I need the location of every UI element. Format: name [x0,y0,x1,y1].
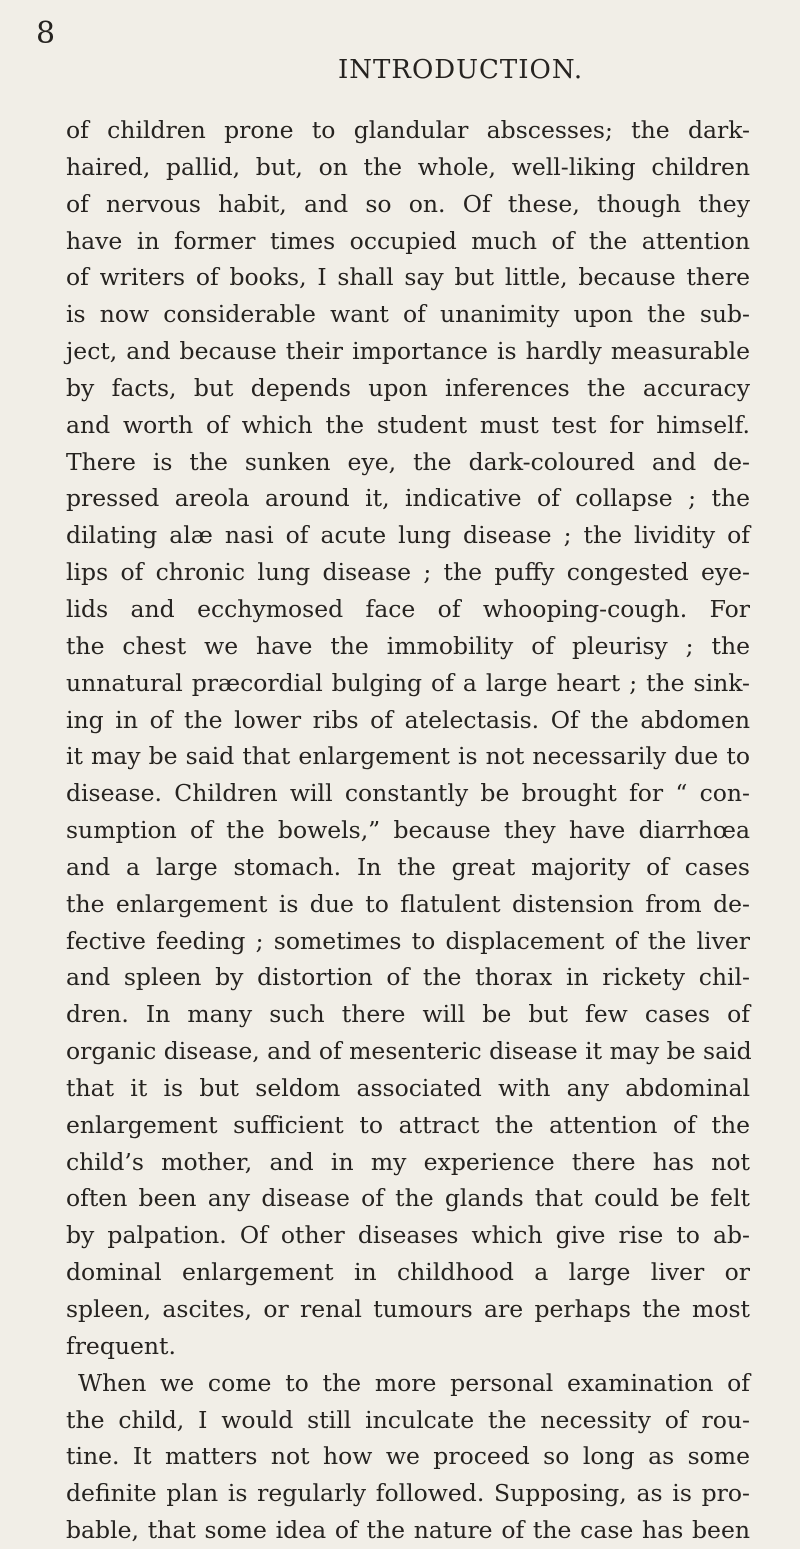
body-line: When we come to the more personal examination of [78,1368,750,1397]
body-line: There is the sunken eye, the dark-coloured and de- [66,447,750,476]
body-line: of children prone to glandular abscesses; the dark- [66,116,750,144]
body-line: dilating alæ nasi of acute lung disease ; the lividity of [66,521,750,550]
body-line: frequent. [66,1331,176,1360]
body-line: it may be said that enlargement is not necessarily due to [66,742,750,771]
body-line: spleen, ascites, or renal tumours are perhaps the most [66,1295,750,1323]
body-line: ject, and because their importance is hardly measurable [66,337,750,366]
body-line: and spleen by distortion of the thorax in rickety chil- [66,963,750,992]
body-line: enlargement sufficient to attract the attention of the [66,1110,750,1139]
body-line: have in former times occupied much of the attention [66,226,750,255]
body-line: the enlargement is due to flatulent distension from de- [66,889,750,918]
body-line: ing in of the lower ribs of atelectasis. Of the abdomen [66,705,750,734]
body-line: child’s mother, and in my experience there has not [66,1147,750,1176]
body-line: tine. It matters not how we proceed so long as some [66,1442,750,1471]
body-line: lids and ecchymosed face of whooping-cough. For [66,594,750,623]
body-line: the child, I would still inculcate the necessity of rou- [66,1405,750,1434]
body-line: of writers of books, I shall say but little, because there [66,263,750,292]
body-line: by facts, but depends upon inferences the accuracy [66,373,750,402]
body-line: definite plan is regularly followed. Supposing, as is pro- [66,1479,750,1508]
body-line: by palpation. Of other diseases which give rise to ab- [66,1221,750,1250]
body-line: that it is but seldom associated with any abdominal [66,1073,750,1102]
running-head: INTRODUCTION. [338,55,584,85]
body-line: the chest we have the immobility of pleurisy ; the [66,631,750,660]
body-line: and worth of which the student must test for himself. [66,410,750,439]
body-line: and a large stomach. In the great majority of cases [66,852,750,881]
body-line: sumption of the bowels,” because they have diarrhœa [66,816,750,845]
body-line: dren. In many such there will be but few cases of [66,1000,750,1029]
body-line: disease. Children will constantly be brought for “ con- [66,779,750,808]
body-text [66,112,750,1549]
page-number: 8 [36,16,56,51]
body-line: unnatural præcordial bulging of a large heart ; the sink- [66,668,750,697]
body-line: of nervous habit, and so on. Of these, though they [66,189,750,218]
body-line: haired, pallid, but, on the whole, well-liking children [66,152,750,181]
body-line: bable, that some idea of the nature of the case has been [66,1516,750,1545]
body-line: dominal enlargement in childhood a large liver or [66,1258,750,1287]
body-line: organic disease, and of mesenteric disease it may be said [66,1037,752,1066]
body-line: fective feeding ; sometimes to displacement of the liver [66,926,750,955]
body-line: is now considerable want of unanimity upon the sub- [66,300,750,329]
body-line: pressed areola around it, indicative of collapse ; the [66,484,750,513]
body-line: lips of chronic lung disease ; the puffy congested eye- [66,558,750,587]
body-line: often been any disease of the glands that could be felt [66,1184,750,1213]
